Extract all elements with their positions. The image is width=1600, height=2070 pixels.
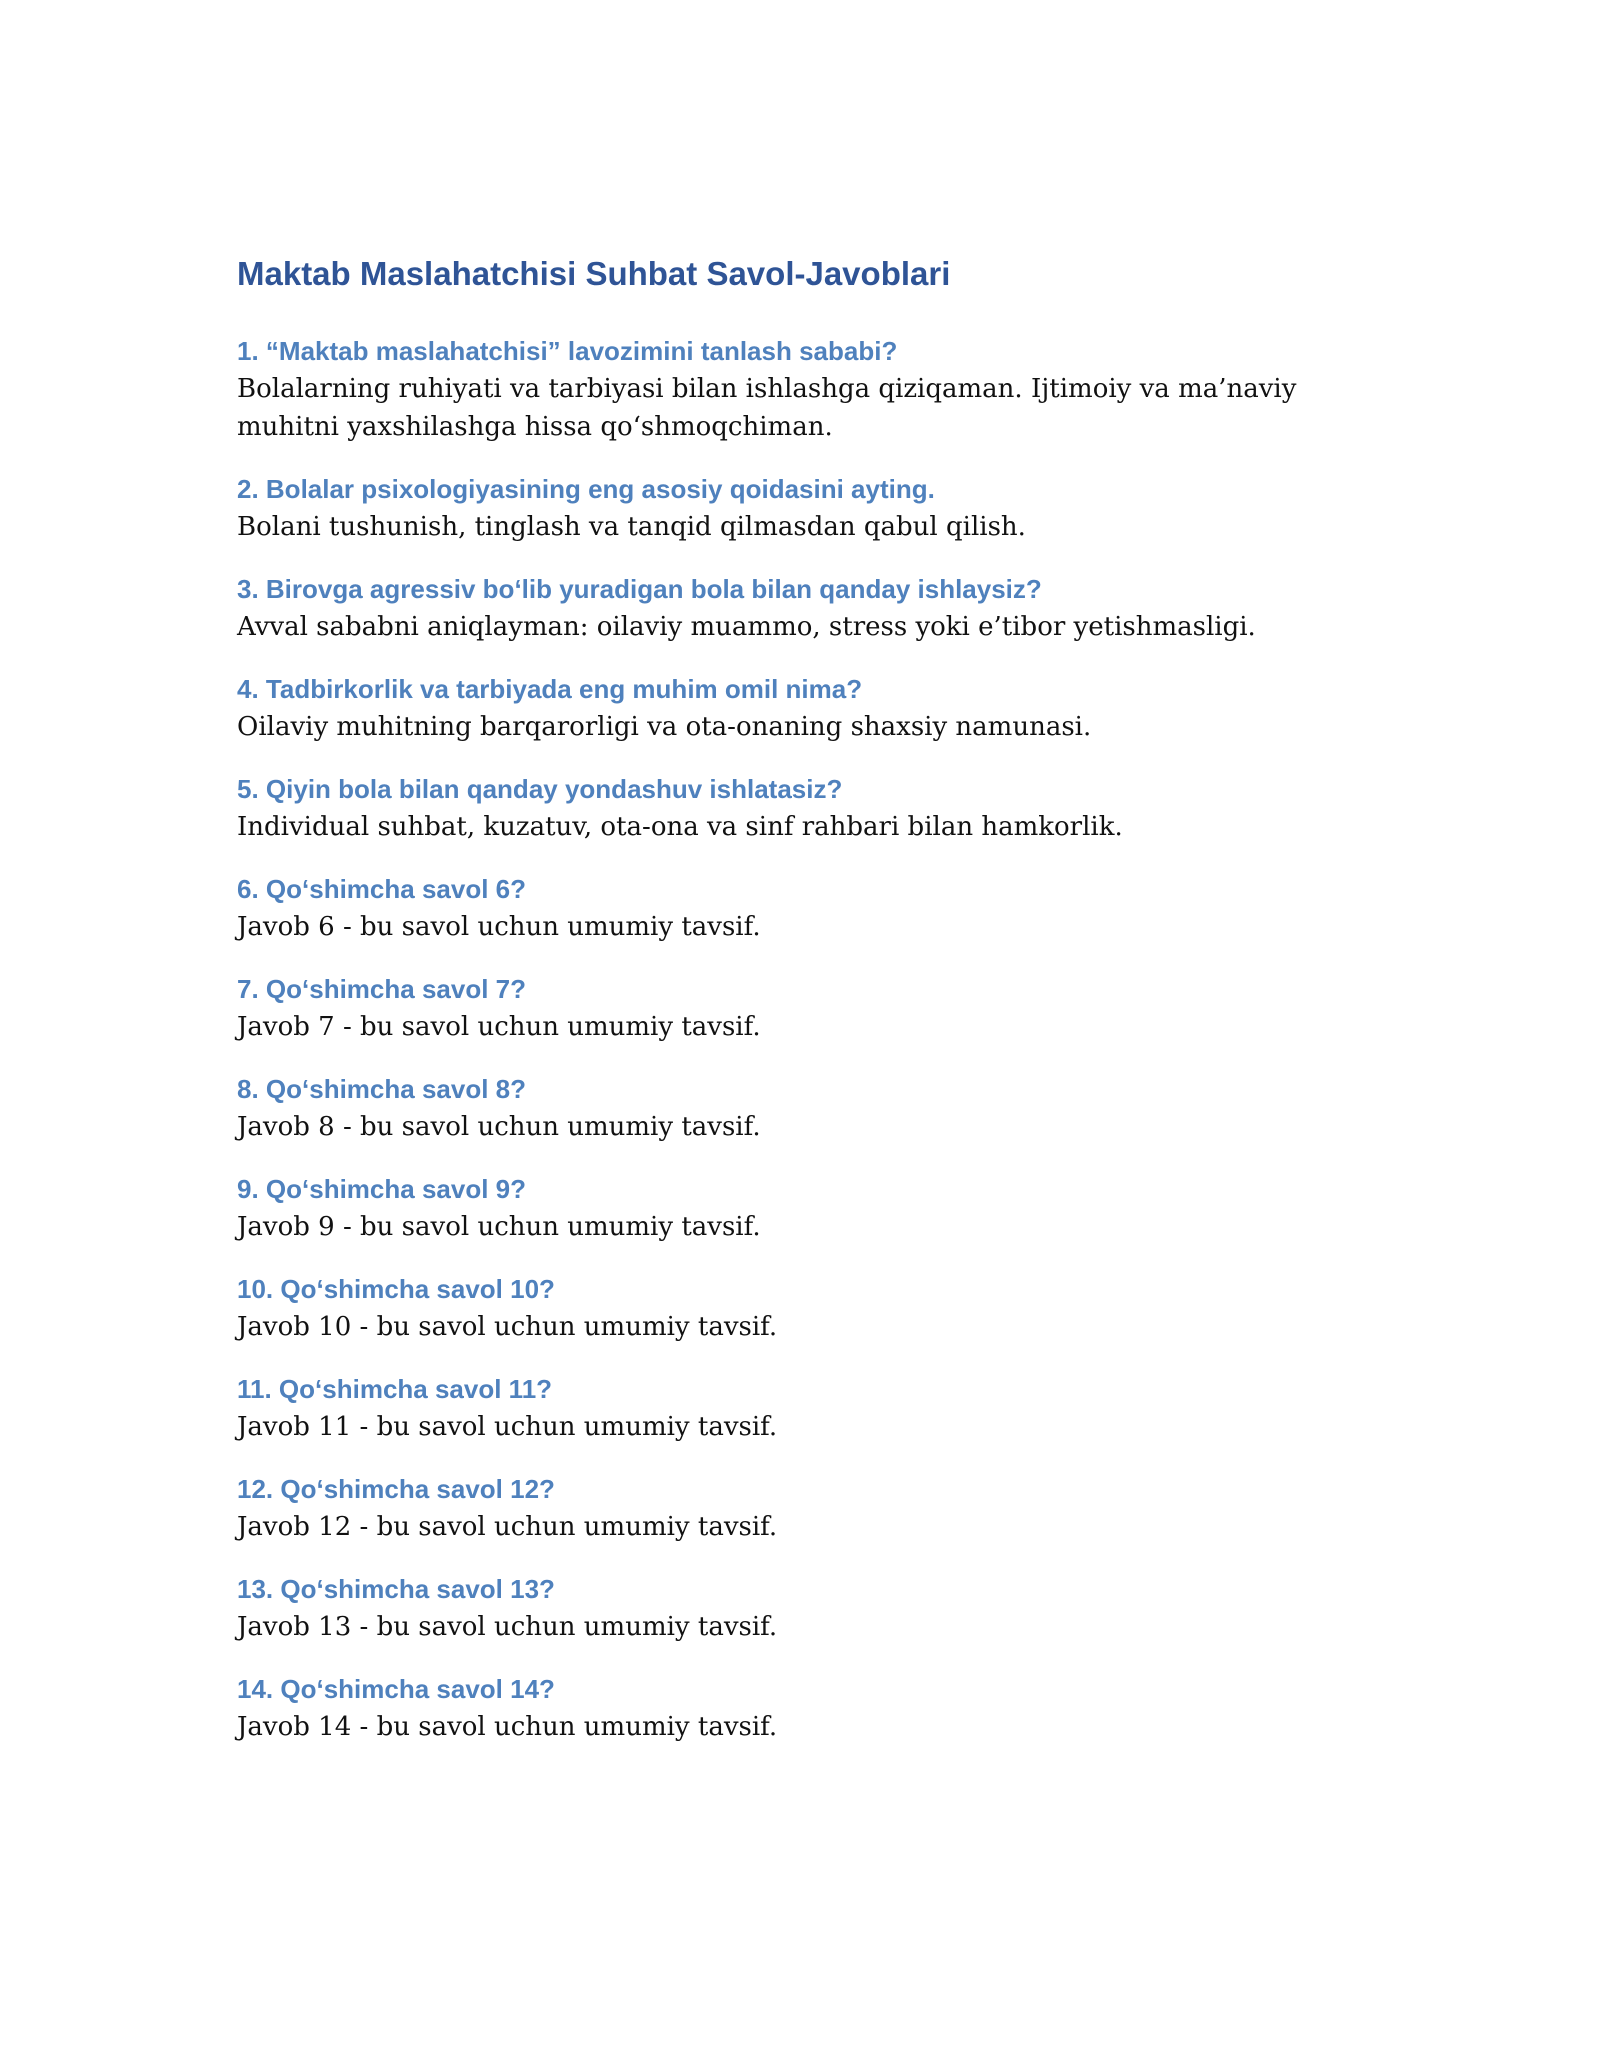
document-content (237, 252, 1367, 1770)
qa-item (237, 1270, 1367, 1346)
qa-item (237, 970, 1367, 1046)
question-text: 11. Qo‘shimcha savol 11? (237, 1374, 553, 1404)
qa-item (237, 1370, 1367, 1446)
qa-item (237, 1070, 1367, 1146)
answer-text: Individual suhbat, kuzatuv, ota-ona va sinf rahbari bilan hamkorlik. (237, 812, 1123, 842)
answer-text: Avval sababni aniqlayman: oilaviy muammo, stress yoki e’tibor yetishmasligi. (237, 612, 1256, 642)
qa-item (237, 670, 1367, 746)
answer-text: Bolani tushunish, tinglash va tanqid qilmasdan qabul qilish. (237, 512, 1026, 542)
answer-text: Javob 13 - bu savol uchun umumiy tavsif. (237, 1612, 778, 1642)
answer-text: Javob 6 - bu savol uchun umumiy tavsif. (237, 912, 761, 942)
question-text: 14. Qo‘shimcha savol 14? (237, 1674, 555, 1704)
question-text: 8. Qo‘shimcha savol 8? (237, 1074, 526, 1104)
question-text: 9. Qo‘shimcha savol 9? (237, 1174, 526, 1204)
question-text: 4. Tadbirkorlik va tarbiyada eng muhim omil nima? (237, 674, 863, 704)
answer-text: Javob 11 - bu savol uchun umumiy tavsif. (237, 1412, 778, 1442)
qa-item (237, 1570, 1367, 1646)
qa-item (237, 570, 1367, 646)
question-text: 7. Qo‘shimcha savol 7? (237, 974, 526, 1004)
question-text: 10. Qo‘shimcha savol 10? (237, 1274, 555, 1304)
answer-text: Javob 9 - bu savol uchun umumiy tavsif. (237, 1212, 761, 1242)
qa-item (237, 1670, 1367, 1746)
question-text: 12. Qo‘shimcha savol 12? (237, 1474, 555, 1504)
qa-item (237, 470, 1367, 546)
document-title: Maktab Maslahatchisi Suhbat Savol-Javoblari (237, 255, 951, 292)
answer-text: Javob 8 - bu savol uchun umumiy tavsif. (237, 1112, 761, 1142)
question-text: 6. Qo‘shimcha savol 6? (237, 874, 526, 904)
question-text: 2. Bolalar psixologiyasining eng asosiy qoidasini ayting. (237, 474, 935, 504)
answer-text: Oilaviy muhitning barqarorligi va ota-onaning shaxsiy namunasi. (237, 712, 1092, 742)
answer-text: Javob 7 - bu savol uchun umumiy tavsif. (237, 1012, 761, 1042)
question-text: 3. Birovga agressiv bo‘lib yuradigan bola bilan qanday ishlaysiz? (237, 574, 1042, 604)
question-text: 1. “Maktab maslahatchisi” lavozimini tanlash sababi? (237, 336, 898, 366)
qa-item (237, 770, 1367, 846)
qa-item (237, 1170, 1367, 1246)
qa-item (237, 870, 1367, 946)
answer-text: Javob 12 - bu savol uchun umumiy tavsif. (237, 1512, 778, 1542)
qa-item (237, 1470, 1367, 1546)
answer-text: Javob 10 - bu savol uchun umumiy tavsif. (237, 1312, 778, 1342)
qa-item (237, 332, 1367, 446)
answer-text: Javob 14 - bu savol uchun umumiy tavsif. (237, 1712, 778, 1742)
answer-text: Bolalarning ruhiyati va tarbiyasi bilan ishlashga qiziqaman. Ijtimoiy va ma’naviy muhitni yaxshilashga hissa qo‘shmoqchiman. (237, 374, 1297, 442)
question-text: 5. Qiyin bola bilan qanday yondashuv ishlatasiz? (237, 774, 843, 804)
question-text: 13. Qo‘shimcha savol 13? (237, 1574, 555, 1604)
